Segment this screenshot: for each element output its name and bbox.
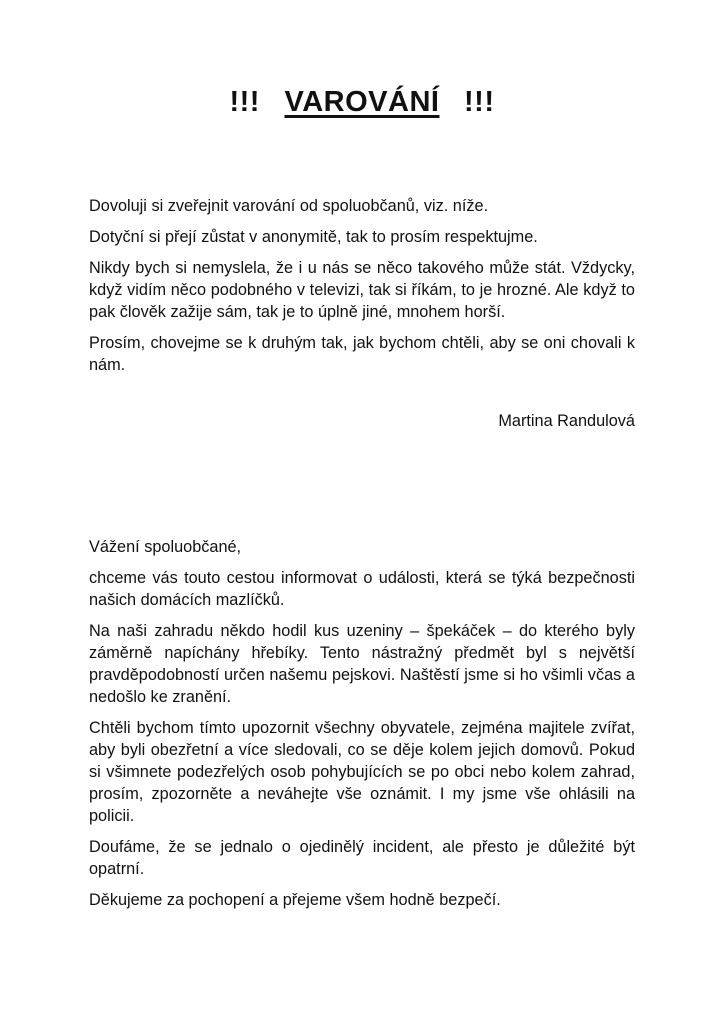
letter-paragraph: Doufáme, že se jednalo o ojedinělý incident, ale přesto je důležité být opatrní. <box>89 838 635 878</box>
letter-paragraph: Děkujeme za pochopení a přejeme všem hodně bezpečí. <box>89 891 501 909</box>
title-word: VAROVÁNÍ <box>284 86 440 118</box>
letter-paragraph: Na naši zahradu někdo hodil kus uzeniny – špekáček – do kterého byly záměrně napíchány hřebíky. Tento nástražný předmět byl s největší pravděpodobností určen našemu pejskovi. Naštěstí jsme si ho všimli včas a nedošlo ke zranění. <box>89 622 635 706</box>
title-prefix: !!! <box>229 86 260 118</box>
letter-section <box>89 536 635 920</box>
title-suffix: !!! <box>464 86 495 118</box>
signature: Martina Randulová <box>498 412 635 430</box>
page-title <box>0 86 724 119</box>
letter-greeting: Vážení spoluobčané, <box>89 538 242 556</box>
letter-paragraph: Chtěli bychom tímto upozornit všechny obyvatele, zejména majitele zvířat, aby byli obezřetní a více sledovali, co se děje kolem jejich domovů. Pokud si všimnete podezřelých osob pohybujících se po obci nebo kolem zahrad, prosím, zpozorněte a neváhejte vše oznámit. I my jsme vše ohlásili na policii. <box>89 719 635 825</box>
intro-paragraph: Nikdy bych si nemyslela, že i u nás se něco takového může stát. Vždycky, když vidím něco podobného v televizi, tak si říkám, to je hrozné. Ale když to pak člověk zažije sám, tak je to úplně jiné, mnohem horší. <box>89 259 635 321</box>
letter-paragraph: chceme vás touto cestou informovat o události, která se týká bezpečnosti našich domácích mazlíčků. <box>89 569 635 609</box>
intro-section <box>89 195 635 385</box>
intro-paragraph: Dotyční si přejí zůstat v anonymitě, tak to prosím respektujme. <box>89 228 538 246</box>
intro-paragraph: Prosím, chovejme se k druhým tak, jak bychom chtěli, aby se oni chovali k nám. <box>89 334 635 374</box>
intro-paragraph: Dovoluji si zveřejnit varování od spoluobčanů, viz. níže. <box>89 197 489 215</box>
